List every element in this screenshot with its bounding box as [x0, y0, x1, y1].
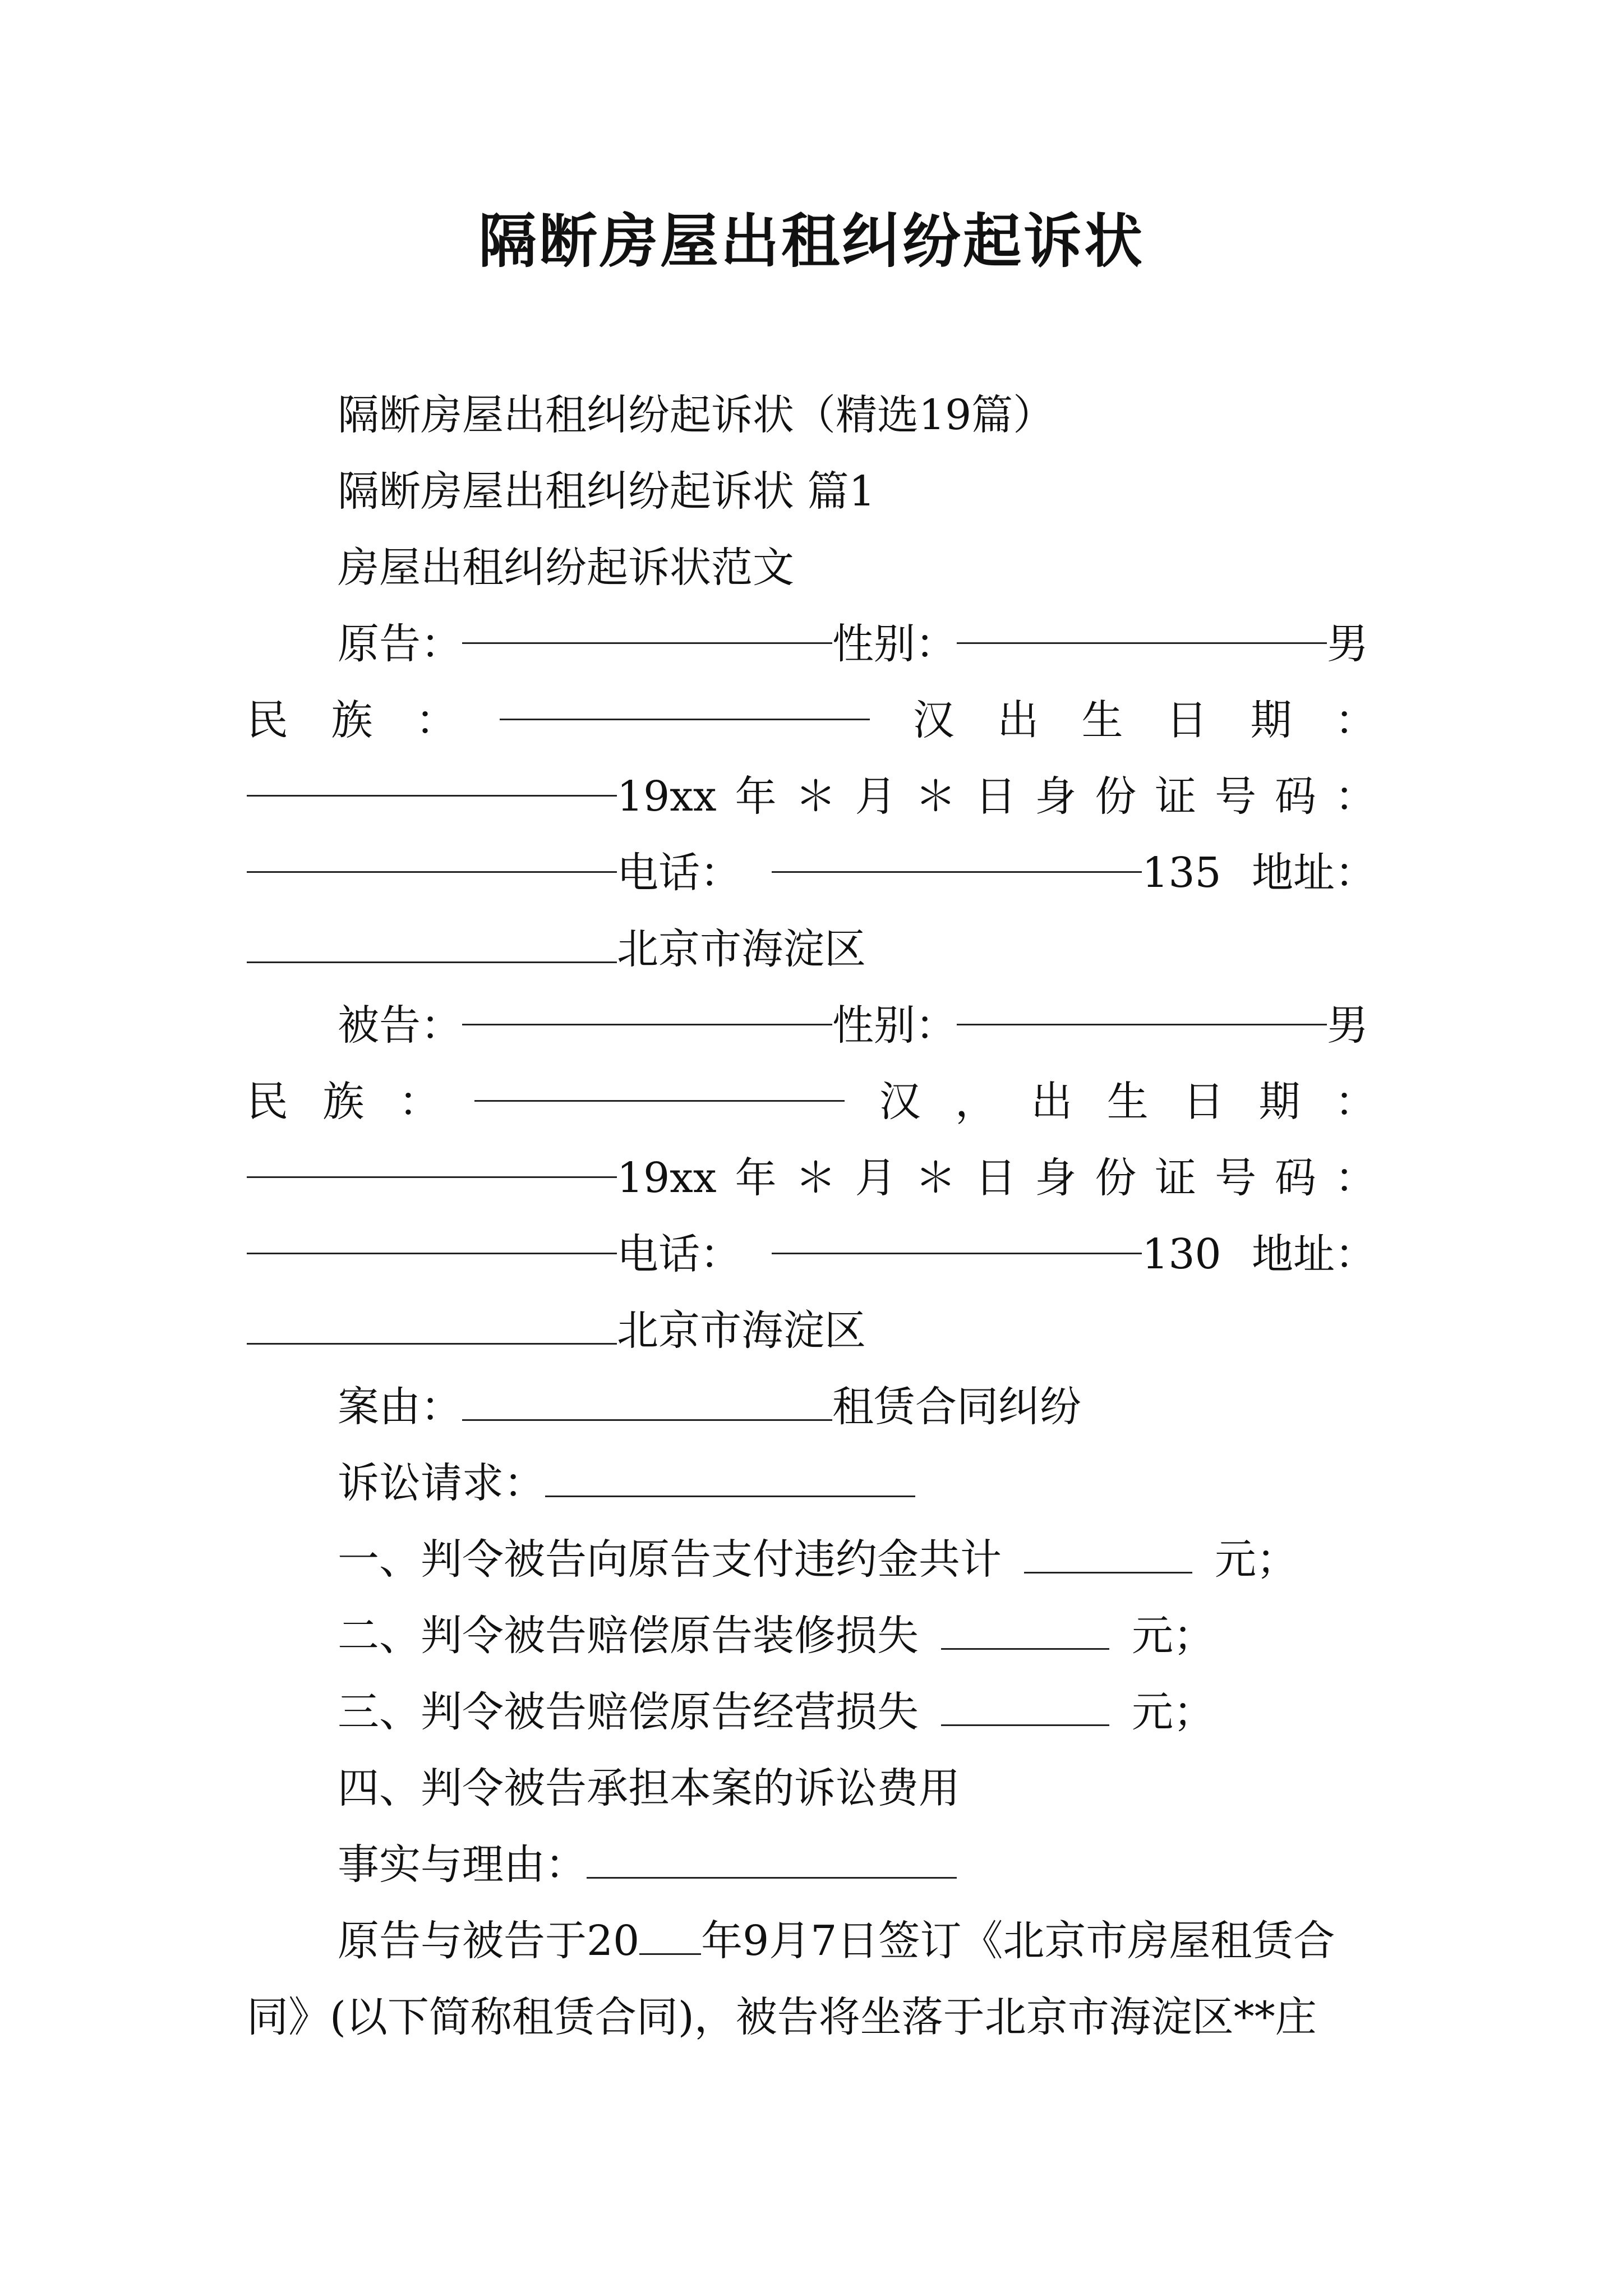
- claim-unit: 元；: [1132, 1612, 1215, 1660]
- claims-row: [338, 1447, 915, 1520]
- claim-1: [338, 1523, 1298, 1596]
- claim-1-amount-field[interactable]: [1024, 1537, 1192, 1573]
- defendant-name-row: [338, 989, 1376, 1062]
- plaintiff-ethnicity-field[interactable]: [500, 684, 870, 720]
- plaintiff-birth-row: [247, 760, 1376, 833]
- plaintiff-gender-label: 性别：: [832, 620, 957, 668]
- subtitle-line: 隔断房屋出租纠纷起诉状（精选19篇）: [338, 391, 1055, 439]
- plaintiff-ethnicity: 汉: [912, 696, 955, 744]
- text-char: 身: [1035, 772, 1077, 821]
- facts-row: [338, 1828, 957, 1901]
- defendant-gender-field[interactable]: [957, 989, 1327, 1025]
- cause-field[interactable]: [462, 1384, 832, 1421]
- text-char: ：: [1334, 1078, 1376, 1126]
- defendant-birth-year: 19xx: [617, 1154, 717, 1202]
- plaintiff-address-field[interactable]: [247, 927, 617, 963]
- cause-row: [338, 1370, 1081, 1443]
- text-char: ＊: [795, 772, 837, 821]
- section-heading: 隔断房屋出租纠纷起诉状 篇1: [338, 467, 875, 516]
- claim-unit: 元；: [1132, 1688, 1215, 1736]
- claims-label: 诉讼请求：: [338, 1459, 545, 1507]
- defendant-phone-field[interactable]: [772, 1218, 1142, 1254]
- claim-text: 四、判令被告承担本案的诉讼费用: [338, 1764, 960, 1812]
- facts-year-field[interactable]: [639, 1918, 701, 1955]
- text-char: 生: [1081, 696, 1123, 744]
- text-char: 日: [1166, 696, 1208, 744]
- plaintiff-name-field[interactable]: [462, 608, 832, 644]
- defendant-id-field[interactable]: [247, 1218, 617, 1254]
- defendant-ethnicity: 汉: [879, 1078, 921, 1126]
- claim-text: 三、判令被告赔偿原告经营损失: [338, 1688, 919, 1736]
- facts-label: 事实与理由：: [338, 1841, 587, 1889]
- text-char: 族: [322, 1078, 365, 1126]
- plaintiff-name-row: [338, 608, 1376, 680]
- text-char: 年: [735, 772, 777, 821]
- plaintiff-phone-row: [247, 836, 1376, 909]
- plaintiff-address-label: 地址：: [1252, 849, 1376, 897]
- plaintiff-phone-field[interactable]: [772, 836, 1142, 873]
- defendant-address-row: [247, 1294, 866, 1367]
- plaintiff-address-row: [247, 913, 866, 986]
- claim-3: [338, 1676, 1215, 1749]
- defendant-ethnicity-field[interactable]: [474, 1065, 845, 1102]
- facts-text: 年9月7日签订《北京市房屋租赁合: [701, 1917, 1335, 1965]
- facts-field[interactable]: [587, 1842, 957, 1879]
- claim-4: [338, 1752, 960, 1825]
- facts-paragraph-line-2: 同》(以下简称租赁合同)，被告将坐落于北京市海淀区**庄: [247, 1993, 1317, 2041]
- plaintiff-address: 北京市海淀区: [617, 925, 866, 973]
- defendant-birth-row: [247, 1142, 1376, 1214]
- text-char: 码: [1275, 1154, 1317, 1202]
- text-char: ：: [1334, 696, 1376, 744]
- text-char: ＊: [915, 772, 957, 821]
- defendant-address-field[interactable]: [247, 1308, 617, 1345]
- defendant-ethnicity-row: [247, 1065, 1376, 1138]
- text-char: 生: [1106, 1078, 1149, 1126]
- text-char: 号: [1215, 1154, 1257, 1202]
- text-char: ，: [955, 1078, 997, 1126]
- cause-label: 案由：: [338, 1383, 462, 1431]
- defendant-label: 被告：: [338, 1001, 462, 1050]
- defendant-gender: 男: [1327, 1001, 1368, 1050]
- claim-text: 二、判令被告赔偿原告装修损失: [338, 1612, 919, 1660]
- text-char: ：: [1334, 772, 1376, 821]
- claim-2: [338, 1599, 1215, 1672]
- text-char: 期: [1258, 1078, 1301, 1126]
- plaintiff-gender-field[interactable]: [957, 608, 1327, 644]
- template-heading: 房屋出租纠纷起诉状范文: [338, 544, 794, 592]
- text-char: ＊: [915, 1154, 957, 1202]
- plaintiff-id-field[interactable]: [247, 836, 617, 873]
- claim-2-amount-field[interactable]: [941, 1613, 1109, 1650]
- defendant-phone-row: [247, 1218, 1376, 1291]
- text-char: 份: [1095, 772, 1137, 821]
- defendant-address: 北京市海淀区: [617, 1306, 866, 1355]
- facts-paragraph-line-1: [338, 1904, 1335, 1977]
- defendant-gender-label: 性别：: [832, 1001, 957, 1050]
- text-char: 身: [1035, 1154, 1077, 1202]
- claim-unit: 元；: [1215, 1535, 1298, 1584]
- text-char: 日: [975, 772, 1017, 821]
- text-char: ：: [398, 1078, 440, 1126]
- defendant-name-field[interactable]: [462, 989, 832, 1025]
- claim-3-amount-field[interactable]: [941, 1690, 1109, 1726]
- claim-text: 一、判令被告向原告支付违约金共计: [338, 1535, 1002, 1584]
- text-char: 月: [855, 1154, 897, 1202]
- document-title: 隔断房屋出租纠纷起诉状: [478, 207, 1145, 275]
- plaintiff-birth-field[interactable]: [247, 760, 617, 797]
- text-char: 日: [975, 1154, 1017, 1202]
- text-char: 月: [855, 772, 897, 821]
- defendant-address-label: 地址：: [1252, 1230, 1376, 1278]
- plaintiff-phone-label: 电话：: [617, 849, 741, 897]
- text-char: 份: [1095, 1154, 1137, 1202]
- plaintiff-gender: 男: [1327, 620, 1368, 668]
- text-char: 证: [1155, 1154, 1197, 1202]
- text-char: 民: [247, 1078, 288, 1126]
- plaintiff-phone: 135: [1142, 849, 1221, 897]
- text-char: 民: [247, 696, 288, 744]
- plaintiff-label: 原告：: [338, 620, 462, 668]
- text-char: 出: [997, 696, 1039, 744]
- defendant-phone-label: 电话：: [617, 1230, 741, 1278]
- text-char: ：: [1334, 1154, 1376, 1202]
- claims-field[interactable]: [545, 1461, 915, 1497]
- text-char: ＊: [795, 1154, 837, 1202]
- defendant-birth-field[interactable]: [247, 1142, 617, 1178]
- text-char: 证: [1155, 772, 1197, 821]
- text-char: 期: [1250, 696, 1292, 744]
- text-char: 码: [1275, 772, 1317, 821]
- text-char: 出: [1031, 1078, 1073, 1126]
- plaintiff-birth-year: 19xx: [617, 772, 717, 821]
- text-char: 族: [331, 696, 373, 744]
- plaintiff-ethnicity-row: [247, 684, 1376, 757]
- text-char: 日: [1183, 1078, 1225, 1126]
- facts-text: 原告与被告于20: [338, 1917, 640, 1965]
- cause-value: 租赁合同纠纷: [832, 1383, 1081, 1431]
- defendant-phone: 130: [1142, 1230, 1221, 1278]
- text-char: 号: [1215, 772, 1257, 821]
- text-char: 年: [735, 1154, 777, 1202]
- text-char: ：: [415, 696, 457, 744]
